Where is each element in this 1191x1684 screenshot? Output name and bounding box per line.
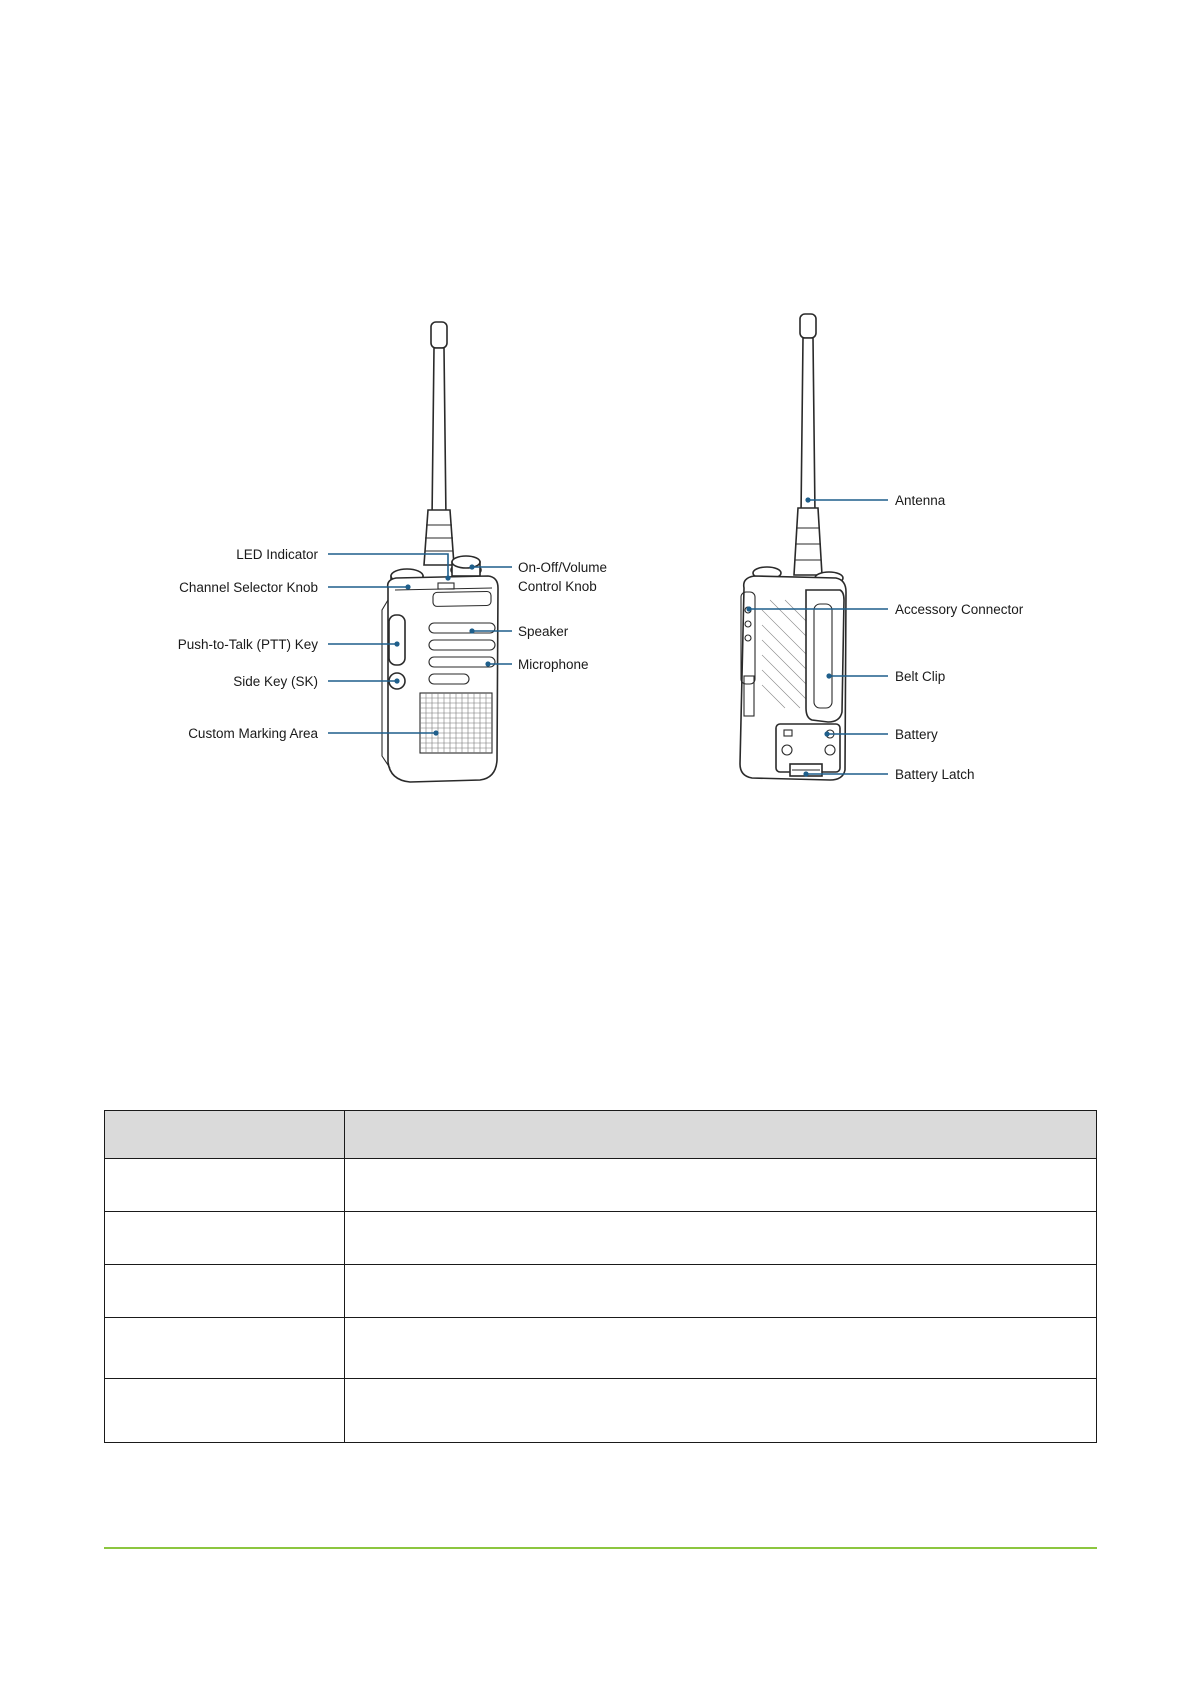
back-radio-illustration <box>740 314 846 780</box>
label-custom-marking-area: Custom Marking Area <box>188 726 318 741</box>
table-cell <box>345 1212 1097 1265</box>
label-battery: Battery <box>895 727 938 742</box>
front-radio-illustration <box>382 322 498 782</box>
table-row <box>105 1212 1097 1265</box>
table-row <box>105 1318 1097 1379</box>
label-battery-latch: Battery Latch <box>895 767 975 782</box>
label-microphone: Microphone <box>518 657 589 672</box>
table-row <box>105 1265 1097 1318</box>
table-row <box>105 1159 1097 1212</box>
label-channel-selector-knob: Channel Selector Knob <box>179 580 318 595</box>
label-control-knob: Control Knob <box>518 579 597 594</box>
table-cell <box>105 1379 345 1443</box>
label-antenna: Antenna <box>895 493 946 508</box>
table-header-cell <box>345 1111 1097 1159</box>
table-cell <box>345 1159 1097 1212</box>
label-side-key: Side Key (SK) <box>233 674 318 689</box>
radio-diagram <box>0 0 1191 840</box>
label-ptt-key: Push-to-Talk (PTT) Key <box>177 637 318 652</box>
table-cell <box>105 1318 345 1379</box>
table-cell <box>105 1265 345 1318</box>
table-cell <box>345 1379 1097 1443</box>
table-cell <box>105 1159 345 1212</box>
table-header-cell <box>105 1111 345 1159</box>
label-on-off-volume: On-Off/Volume <box>518 560 608 575</box>
table-row <box>105 1379 1097 1443</box>
table-header-row <box>105 1111 1097 1159</box>
label-speaker: Speaker <box>518 624 569 639</box>
table-cell <box>105 1212 345 1265</box>
table-cell <box>345 1318 1097 1379</box>
label-belt-clip: Belt Clip <box>895 669 946 684</box>
footer-rule <box>104 1547 1097 1549</box>
label-accessory-connector: Accessory Connector <box>895 602 1024 617</box>
table-cell <box>345 1265 1097 1318</box>
label-led-indicator: LED Indicator <box>236 547 318 562</box>
spec-table <box>104 1110 1097 1443</box>
